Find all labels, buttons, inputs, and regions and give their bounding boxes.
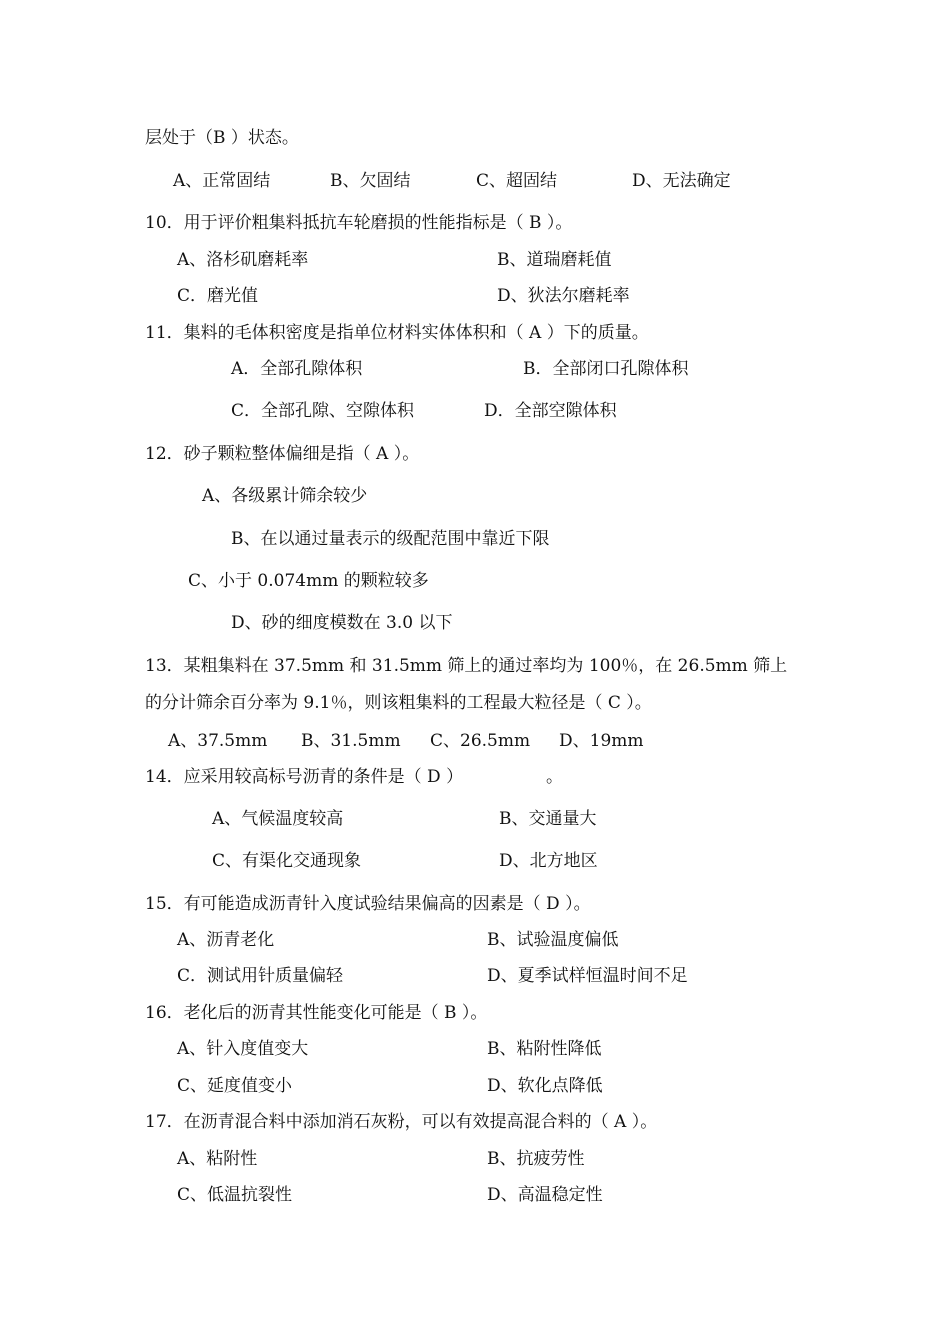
option-10d: D、狄法尔磨耗率 <box>497 286 630 306</box>
option-14c: C、有渠化交通现象 <box>212 851 362 871</box>
question-16: 16．老化后的沥青其性能变化可能是（ B ）。 <box>145 1003 488 1023</box>
option-13a: A、37.5mm <box>168 731 268 751</box>
question-12: 12．砂子颗粒整体偏细是指（ A ）。 <box>145 444 420 464</box>
option-14a: A、气候温度较高 <box>212 809 344 829</box>
option-13c: C、26.5mm <box>430 731 531 751</box>
option-16d: D、软化点降低 <box>487 1076 603 1096</box>
option-9c: C、超固结 <box>476 171 558 191</box>
option-11a: A．全部孔隙体积 <box>231 359 363 379</box>
question-13-line1: 13．某粗集料在 37.5mm 和 31.5mm 筛上的通过率均为 100％，在 26.5mm 筛上 <box>145 656 788 676</box>
option-11d: D．全部空隙体积 <box>484 401 617 421</box>
option-9d: D、无法确定 <box>632 171 731 191</box>
option-15a: A、沥青老化 <box>177 930 275 950</box>
question-14-period: 。 <box>546 767 563 787</box>
option-15b: B、试验温度偏低 <box>487 930 619 950</box>
option-10b: B、道瑞磨耗值 <box>497 250 612 270</box>
option-12d: D、砂的细度模数在 3.0 以下 <box>231 613 453 633</box>
option-14d: D、北方地区 <box>499 851 598 871</box>
question-11: 11．集料的毛体积密度是指单位材料实体体积和（ A ）下的质量。 <box>145 323 649 343</box>
option-15d: D、夏季试样恒温时间不足 <box>487 966 688 986</box>
option-12a: A、各级累计筛余较少 <box>202 486 368 506</box>
option-13b: B、31.5mm <box>301 731 401 751</box>
option-11c: C．全部孔隙、空隙体积 <box>231 401 415 421</box>
option-12b: B、在以通过量表示的级配范围中靠近下限 <box>231 529 550 549</box>
option-16c: C、延度值变小 <box>177 1076 293 1096</box>
question-15: 15．有可能造成沥青针入度试验结果偏高的因素是（ D ）。 <box>145 894 591 914</box>
option-12c: C、小于 0.074mm 的颗粒较多 <box>188 571 429 591</box>
option-17a: A、粘附性 <box>177 1149 258 1169</box>
option-10a: A、洛杉矶磨耗率 <box>177 250 309 270</box>
option-14b: B、交通量大 <box>499 809 597 829</box>
option-17b: B、抗疲劳性 <box>487 1149 585 1169</box>
question-10: 10．用于评价粗集料抵抗车轮磨损的性能指标是（ B ）。 <box>145 213 573 233</box>
option-11b: B．全部闭口孔隙体积 <box>523 359 689 379</box>
question-13-line2: 的分计筛余百分率为 9.1％，则该粗集料的工程最大粒径是（ C ）。 <box>145 693 652 713</box>
option-9b: B、欠固结 <box>330 171 411 191</box>
question-9-tail: 层处于（B ）状态。 <box>145 128 299 148</box>
option-10c: C．磨光值 <box>177 286 259 306</box>
option-17c: C、低温抗裂性 <box>177 1185 293 1205</box>
question-14: 14．应采用较高标号沥青的条件是（ D ） <box>145 767 464 787</box>
option-9a: A、正常固结 <box>173 171 271 191</box>
option-16b: B、粘附性降低 <box>487 1039 602 1059</box>
option-13d: D、19mm <box>559 731 644 751</box>
option-15c: C．测试用针质量偏轻 <box>177 966 344 986</box>
option-16a: A、针入度值变大 <box>177 1039 309 1059</box>
question-17: 17．在沥青混合料中添加消石灰粉，可以有效提高混合料的（ A ）。 <box>145 1112 658 1132</box>
option-17d: D、高温稳定性 <box>487 1185 603 1205</box>
